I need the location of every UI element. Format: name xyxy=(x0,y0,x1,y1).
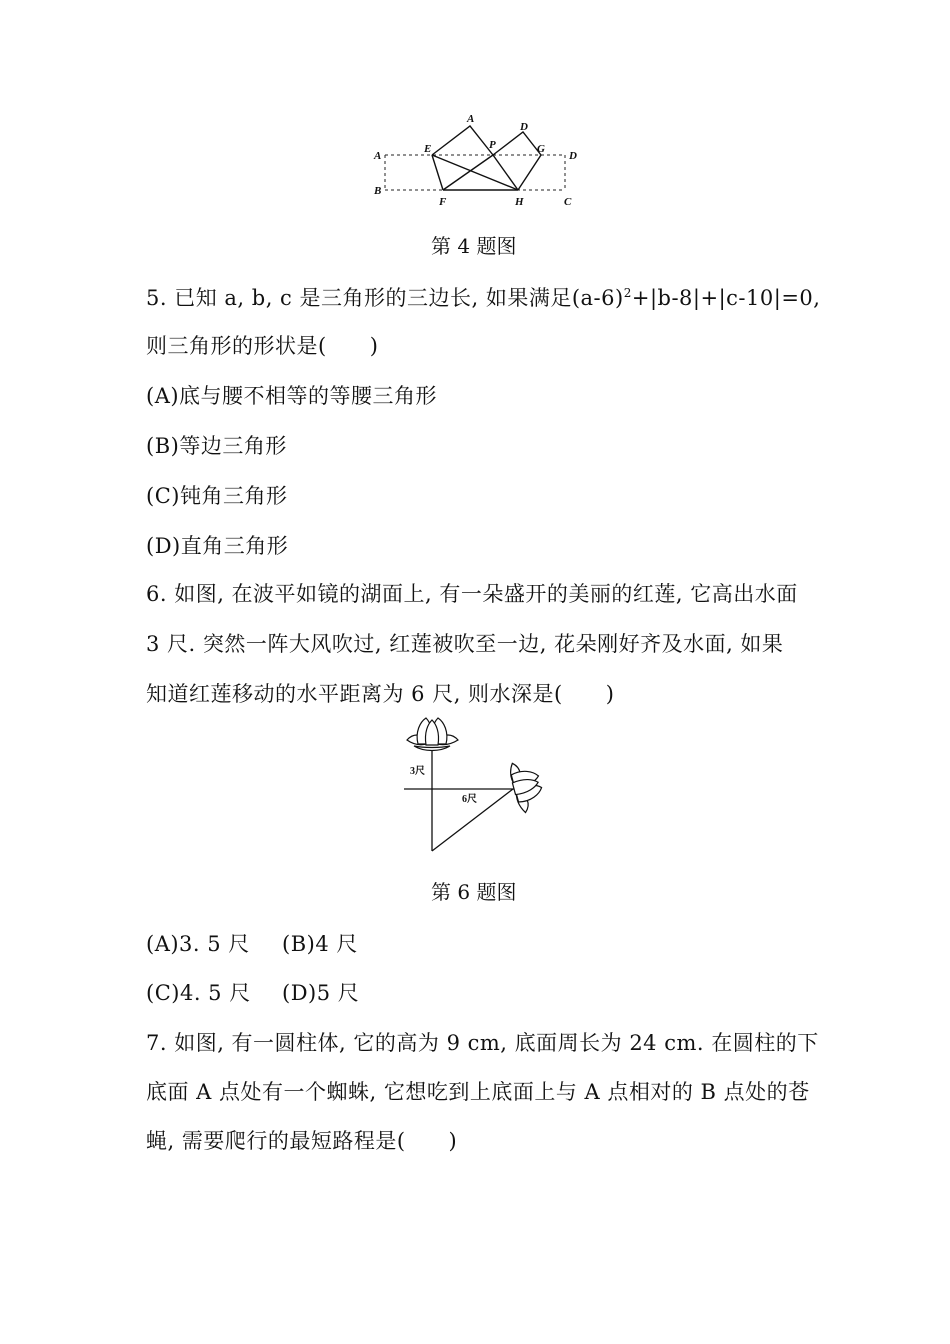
quad-pdgh xyxy=(493,132,541,190)
q5-stem-line2: 则三角形的形状是( ) xyxy=(146,334,379,358)
label-g: G xyxy=(537,143,545,155)
q5-option-a: (A)底与腰不相等的等腰三角形 xyxy=(146,384,438,408)
label-b-left: B xyxy=(374,185,382,197)
figure-6-diagram xyxy=(370,710,560,860)
label-p: P xyxy=(489,139,496,151)
label-c: C xyxy=(564,196,572,208)
lotus-flower-upright-icon xyxy=(407,718,458,751)
q6-option-c: (C)4. 5 尺 xyxy=(146,981,251,1005)
q6-option-a: (A)3. 5 尺 xyxy=(146,932,250,956)
label-h: H xyxy=(515,196,524,208)
figure-6-caption: 第 6 题图 xyxy=(431,880,517,904)
lotus-flower-tilted-icon xyxy=(507,758,546,814)
q5-stem-line1 xyxy=(146,282,820,312)
q7-stem-line1: 7. 如图, 有一圆柱体, 它的高为 9 cm, 底面周长为 24 cm. 在圆柱的下 xyxy=(146,1031,819,1055)
label-a-top: A xyxy=(467,113,475,125)
q5-option-c: (C)钝角三角形 xyxy=(146,484,288,508)
label-f: F xyxy=(439,196,447,208)
q6-stem-line1: 6. 如图, 在波平如镜的湖面上, 有一朵盛开的美丽的红莲, 它高出水面 xyxy=(146,582,798,606)
q6-stem-line2: 3 尺. 突然一阵大风吹过, 红莲被吹至一边, 花朵刚好齐及水面, 如果 xyxy=(146,632,784,656)
figure-4-caption: 第 4 题图 xyxy=(431,234,517,258)
figure-4-diagram xyxy=(365,108,585,208)
label-e: E xyxy=(424,143,432,155)
segment-fp xyxy=(443,155,493,190)
label-distance-6-chi: 6尺 xyxy=(462,794,477,805)
q5-option-b: (B)等边三角形 xyxy=(146,434,287,458)
q5-stem-pre: 5. 已知 a, b, c 是三角形的三边长, 如果满足(a-6) xyxy=(146,286,624,310)
q5-option-d: (D)直角三角形 xyxy=(146,534,289,558)
label-d-right: D xyxy=(569,150,577,162)
q6-option-d: (D)5 尺 xyxy=(282,981,360,1005)
label-a-left: A xyxy=(374,150,382,162)
q6-option-b: (B)4 尺 xyxy=(282,932,358,956)
label-height-3-chi: 3尺 xyxy=(410,766,425,777)
triangle-eap xyxy=(432,126,493,155)
q5-stem-sup: 2 xyxy=(623,286,632,300)
q6-stem-line3: 知道红莲移动的水平距离为 6 尺, 则水深是( ) xyxy=(146,682,615,706)
label-d-top: D xyxy=(520,121,528,133)
q7-stem-line2: 底面 A 点处有一个蜘蛛, 它想吃到上底面上与 A 点相对的 B 点处的苍 xyxy=(146,1080,810,1104)
q7-stem-line3: 蝇, 需要爬行的最短路程是( ) xyxy=(146,1129,458,1153)
segment-ef xyxy=(432,155,443,190)
q5-stem-post: +|b-8|+|c-10|=0, xyxy=(631,286,821,310)
